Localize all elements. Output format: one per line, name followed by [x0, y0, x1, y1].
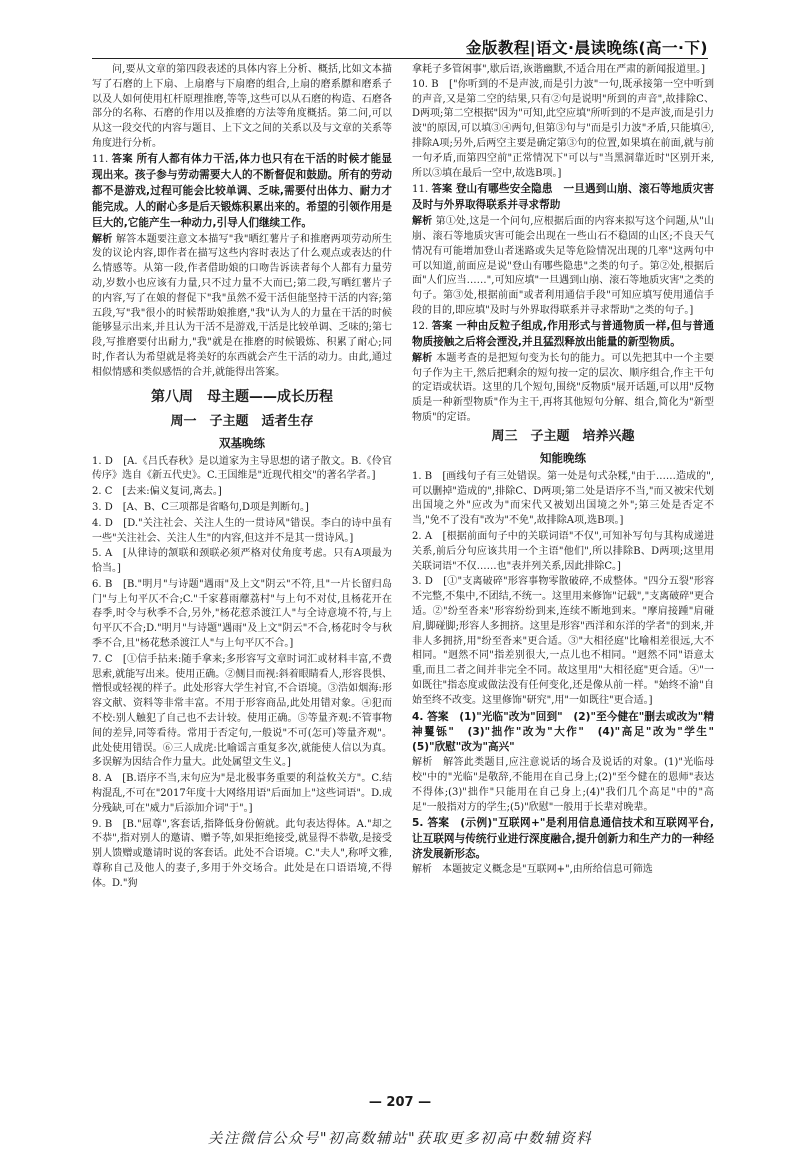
answer-label: 答案	[431, 320, 453, 332]
running-header: 金版教程|语文·晨读晚练(高一·下)	[465, 39, 708, 57]
right-column	[412, 63, 725, 1083]
answer-item: 3. D [①"支离破碎"形容事物零散破碎,不成整体。"四分五裂"形容不完整,不集中,不团结,不统一。这里用来修饰"记载","支离破碎"更合适。②"纷至沓来"形容纷纷到来,连续不断地到来。"摩肩接踵"肩碰肩,脚碰脚;形容人多拥挤。这里是形容"西洋和东洋的学者"的到来,并非人多拥挤,用"纷至沓来"更合适。③"大相径庭"比喻相差很远,大不相同。"迥然不同"指差别很大,一点儿也不相同。"迥然不同"语意太重,而且二者之间并非完全不同。故这里用"大相径庭"更合适。④"一如既往"指态度或做法没有任何变化,还是像从前一样。"始终不渝"自始至终不改变。这里修饰"研究",用"一如既往"更合适。]	[412, 576, 714, 706]
answer-continued: 拿耗子多管闲事",歇后语,诙谐幽默,不适合用在严肃的新闻报道里。]	[412, 64, 706, 75]
answer-text: 所有人都有体力干活,体力也只有在干活的时候才能显现出来。孩子参与劳动需要大人的不断督促和鼓励。所有的劳动都不是游戏,过程可能会比较单调、乏味,需要付出体力、耐力才能完成。人的耐心多是后天锻炼积累出来的。希望的引领作用是巨大的,它能产生一种动力,引导人们继续工作。	[92, 152, 392, 229]
answer-item: 1. D [A.《吕氏春秋》是以道家为主导思想的诸子散文。B.《伶官传序》选自《新五代史》。C.王国维是"近现代相交"的著名学者。]	[92, 455, 392, 482]
answer-item: 8. A [B.语序不当,末句应为"是北极事务重要的利益攸关方"。C.结构混乱,不可在"2017年度十大网络用语"后面加上"这些词语"。D.成分残缺,可在"威力"后添加介词"于"。]	[92, 773, 392, 814]
answer-item: 1. B [画线句子有三处错误。第一处是句式杂糅,"由于……造成的",可以删掉"造成的",排除C、D两项;第二处是语序不当,"而又被宋代划出国境之外"应改为"而宋代又被划出国境之外";第三处是否定不当,"免不了没有"改为"不免",故排除A项,选B项。]	[412, 470, 714, 527]
page-number: — 207 —	[368, 1095, 432, 1110]
block-title: 知能晚练	[540, 450, 586, 465]
explanation-text: 第①处,这是一个问句,应根据后面的内容来拟写这个问题,从"山崩、滚石等地质灾害可能会出现在一些山石不稳固的山区;不良天气情况有可能增加登山者迷路或失足等危险情况出现的几率"这两句中可以知道,前面应是说"登山有哪些隐患"之类的句子。第②处,根据后面"人们应当……",可知应填"一旦遇到山崩、滚石等地质灾害"之类的句子。第③处,根据前面"或者利用通信手段"可知应填写使用通信手段的目的,即应填"及时与外界取得联系并寻求帮助"之类的句子。]	[412, 216, 714, 317]
section-title: 第八周 母主题——成长历程	[151, 388, 333, 405]
question-number: 11.	[92, 153, 112, 165]
answer-text: 一种由反粒子组成,作用形式与普通物质一样,但与普通物质接触之后将会湮没,并且猛烈释放出能量的新型物质。	[412, 319, 714, 348]
explanation-label: 解析	[92, 233, 113, 245]
answer-item: 2. A [根据前面句子中的关联词语"不仅",可知补写句与其构成递进关系,前后分句应该共用一个主语"他们",所以排除B、D两项;这里用关联词语"不仅……也"表并列关系,因此排除C。]	[412, 530, 714, 572]
answer-item: 6. B [B."明月"与诗题"遇雨"及上文"阴云"不符,且"一片长留归岛门"与上句平仄不合;C."千家暮雨蘼荔村"与上句不对仗,且杨花开在春季,时令与秋季不合,另外,"杨花惹杀渡江人"与全诗意境不符,与上句平仄不合;D."明月"与诗题"遇雨"及上文"阴云"不合,杨花时令与秋季不合,且"杨花愁杀渡江人"与上句平仄不合。]	[92, 578, 392, 650]
question-12	[412, 319, 714, 351]
footer-note: 关注微信公众号"初高数辅站"获取更多初高中数辅资料	[207, 1131, 593, 1147]
explanation-text: 解答本题要注意文本描写"我"晒红薯片子和推磨两项劳动所生发的议论内容,即作者在描写这些内容时表达了什么观点或表达的什么情感等。从第一段,作者借助娘的口吻告诉读者每个人都有力量劳动,岁数小也应该有力量,只不过力量不大而已;第二段,写晒红薯片子的内容,写了在娘的督促下"我"虽然不爱干活但能坚持干活的内容;第五段,写"我"很小的时候帮助娘推磨,"我"认为人的力量在干活的时候能够显示出来,并且认为干活不是游戏,干活是比较单调、乏味的;第七段,写推磨要付出耐力,"我"就是在推磨的时候锻炼、积累了耐心;同时,作者认为希望就是将美好的东西就会产生干活的动力。由此,通过相似情感和类似感悟的合并,就能得出答案。	[92, 233, 393, 378]
question-11	[92, 152, 392, 232]
answer-item: 4. D [D."关注社会、关注人生的一贯诗风"错误。李白的诗中虽有一些"关注社会、关注人生"的内容,但这并不是其一贯诗风。]	[92, 517, 392, 544]
answer-item: 5. 答案 (示例)"互联网+"是利用信息通信技术和互联网平台,让互联网与传统行业进行深度融合,提升创新力和生产力的一种经济发展新形态。	[412, 817, 714, 860]
question-11-explanation	[412, 215, 714, 319]
explanation-label: 解析	[412, 216, 433, 228]
answer-item: 5. A [从律诗的颔联和颈联必须严格对仗角度考虑。只有A项最为恰当。]	[92, 548, 392, 575]
question-11-explanation	[92, 233, 392, 381]
question-number: 11.	[412, 184, 432, 196]
answer-item: 9. B [B."屈尊",客套话,指降低身份俯就。此句表达得体。A."却之不恭",指对别人的邀请、赠予等,如果拒绝接受,就显得不恭敬,是接受别人馈赠或邀请时说的客套话。此处不合语境。C."夫人",称呼文雅,尊称自己及他人的妻子,多用于外交场合。此处是在口语语境,不得体。D."狗	[92, 818, 392, 889]
answer-item: 3. D [A、B、C三项都是省略句,D项是判断句。]	[92, 501, 309, 513]
question-10: 10. B ["你听到的不是声波,而是引力波"一句,既承接第一空中听到的声音,又是第二空的结果,只有②句是说明"所到的声音",故排除C、D两项;第二空根据"因为"可知,此空应填"所听到的不是声波,而是引力波"的原因,可以填③④两句,但第③句与"而是引力波"矛盾,只能填④,排除A项;另外,后两空主要是确定第③句的位置,如果填在前面,就与前一句矛盾,而第四空前"正常情况下"可以与"当黑洞靠近时"区别开来,所以③填在最后一空中,故选B项。]	[412, 78, 714, 179]
question-number: 12.	[412, 320, 432, 332]
question-12-explanation	[412, 352, 714, 426]
explanation-item: 解析 解答此类题目,应注意说话的场合及说话的对象。(1)"光临母校"中的"光临"是敬辞,不能用在自己身上;(2)"至今健在的恩师"表达不得体;(3)"拙作"只能用在自己身上;(4)"我们几个高足"中的"高足"一般指对方的学生;(5)"欣慰"一般用于长辈对晚辈。	[412, 757, 714, 813]
answer-item: 7. C [①信手拈来:随手拿来;多形容写文章时词汇或材料丰富,不费思索,就能写出来。使用正确。②侧目而视:斜着眼睛看人,形容畏惧、憎恨或轻视的样子。此处形容大学生衬官,不合语境。③浩如烟海:形容文献、资料等非常丰富。不用于形容商品,此处用错对象。④犯而不校:别人触犯了自己也不去计较。使用正确。⑤等量齐观:不管事物间的差异,同等看待。常用于否定句,一般说"不可(怎可)等量齐观"。此处使用错误。⑥三人成虎:比喻谣言重复多次,就能使人信以为真。多误解为因结合作力量大。此处属望文生义。]	[92, 653, 392, 769]
answer-label: 答案	[431, 184, 453, 196]
answer-item: 2. C [去来:偏义复词,离去。]	[92, 486, 222, 498]
answer-label: 答案	[111, 153, 133, 165]
header-rule	[92, 58, 708, 59]
block-title: 双基晚练	[219, 435, 265, 450]
answer-item: 4. 答案 (1)"光临"改为"回到" (2)"至今健在"删去或改为"精神矍铄" (3)"拙作"改为"大作" (4)"高足"改为"学生" (5)"欣慰"改为"高兴"	[412, 710, 725, 753]
answer-text: 登山有哪些安全隐患 一旦遇到山崩、滚石等地质灾害 及时与外界取得联系并寻求帮助	[412, 183, 725, 212]
explanation-continued: 问,要从文章的第四段表述的具体内容上分析、概括,比如文本描写了石磨的上下扇、上扇磨与下扇磨的组合,上扇的磨系膘和磨系子以及人如何使用杠杆原理推磨,等等,这些可以从石磨的构造、石磨各部分的名称、石磨的作用以及推磨的方法等角度概括。第二问,可以从这一段交代的内容与题目、上下文之间的关系以及与文章的关系等角度进行分析。	[92, 64, 392, 149]
question-11	[412, 182, 725, 214]
explanation-label: 解析	[412, 352, 433, 364]
week-title: 周三 子主题 培养兴趣	[491, 428, 635, 444]
explanation-item: 解析 本题披定义概念是"互联网+",由所给信息可筛选	[412, 863, 653, 875]
week-title: 周一 子主题 适者生存	[170, 413, 314, 429]
left-column	[92, 63, 392, 1083]
explanation-text: 本题考查的是把短句变为长句的能力。可以先把其中一个主要句子作为主干,然后把剩余的短句按一定的层次、顺序组合,作主干句的定语或状语。这里的几个短句,围绕"反物质"展开话题,可以用"反物质是一种新型物质"作为主干,再将其他短句分解、组合,简化为"新型物质"的定语。	[412, 352, 714, 423]
